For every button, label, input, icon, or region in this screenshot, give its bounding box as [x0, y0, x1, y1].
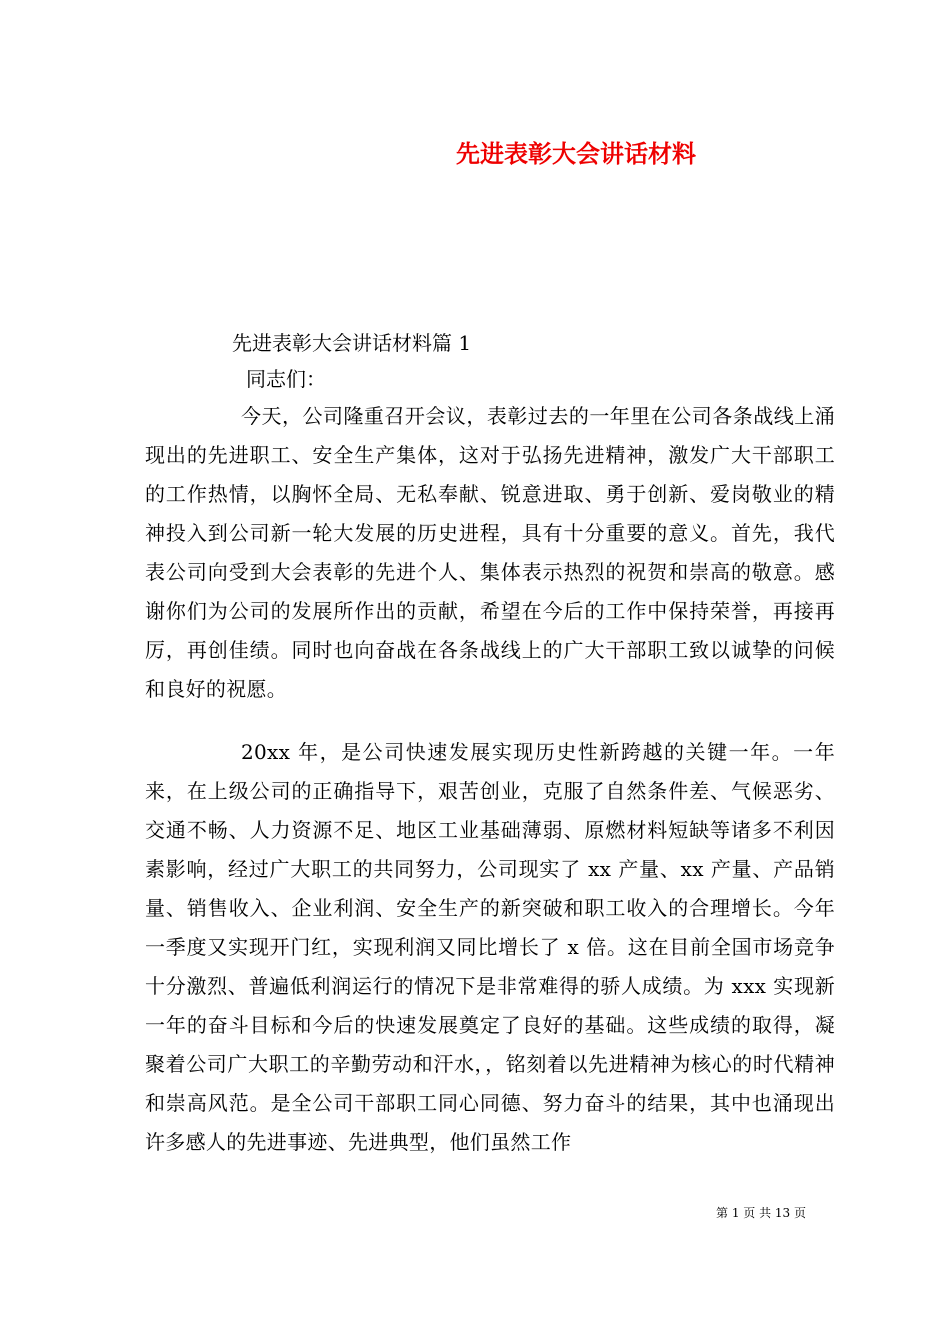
section-subtitle: 先进表彰大会讲话材料篇 1: [232, 331, 472, 355]
document-title: 先进表彰大会讲话材料: [456, 139, 696, 168]
body-paragraph: 20xx 年，是公司快速发展实现历史性新跨越的关键一年。一年来，在上级公司的正确指导下，艰苦创业，克服了自然条件差、气候恶劣、交通不畅、人力资源不足、地区工业基础薄弱、原燃材料短缺等诸多不利因素影响，经过广大职工的共同努力，公司现实了 xx 产量、xx 产量、产品销量、销售收入、企业利润、安全生产的新突破和职工收入的合理增长。今年一季度又实现开门红，实现利润又同比增长了 x 倍。这在目前全国市场竞争十分激烈、普遍低利润运行的情况下是非常难得的骄人成绩。为 xxx 实现新一年的奋斗目标和今后的快速发展奠定了良好的基础。这些成绩的取得，凝聚着公司广大职工的辛勤劳动和汗水，，铭刻着以先进精神为核心的时代精神和崇高风范。是全公司干部职工同心同德、努力奋斗的结果，其中也涌现出许多感人的先进事迹、先进典型，他们虽然工作: [145, 740, 835, 1154]
salutation: 同志们：: [246, 367, 326, 391]
page-number: 第 1 页 共 13 页: [716, 1206, 806, 1220]
body-paragraph: 今天，公司隆重召开会议，表彰过去的一年里在公司各条战线上涌现出的先进职工、安全生产集体，这对于弘扬先进精神，激发广大干部职工的工作热情，以胸怀全局、无私奉献、锐意进取、勇于创新、爱岗敬业的精神投入到公司新一轮大发展的历史进程，具有十分重要的意义。首先，我代表公司向受到大会表彰的先进个人、集体表示热烈的祝贺和崇高的敬意。感谢你们为公司的发展所作出的贡献，希望在今后的工作中保持荣誉，再接再厉，再创佳绩。同时也向奋战在各条战线上的广大干部职工致以诚挚的问候和良好的祝愿。: [145, 404, 835, 701]
